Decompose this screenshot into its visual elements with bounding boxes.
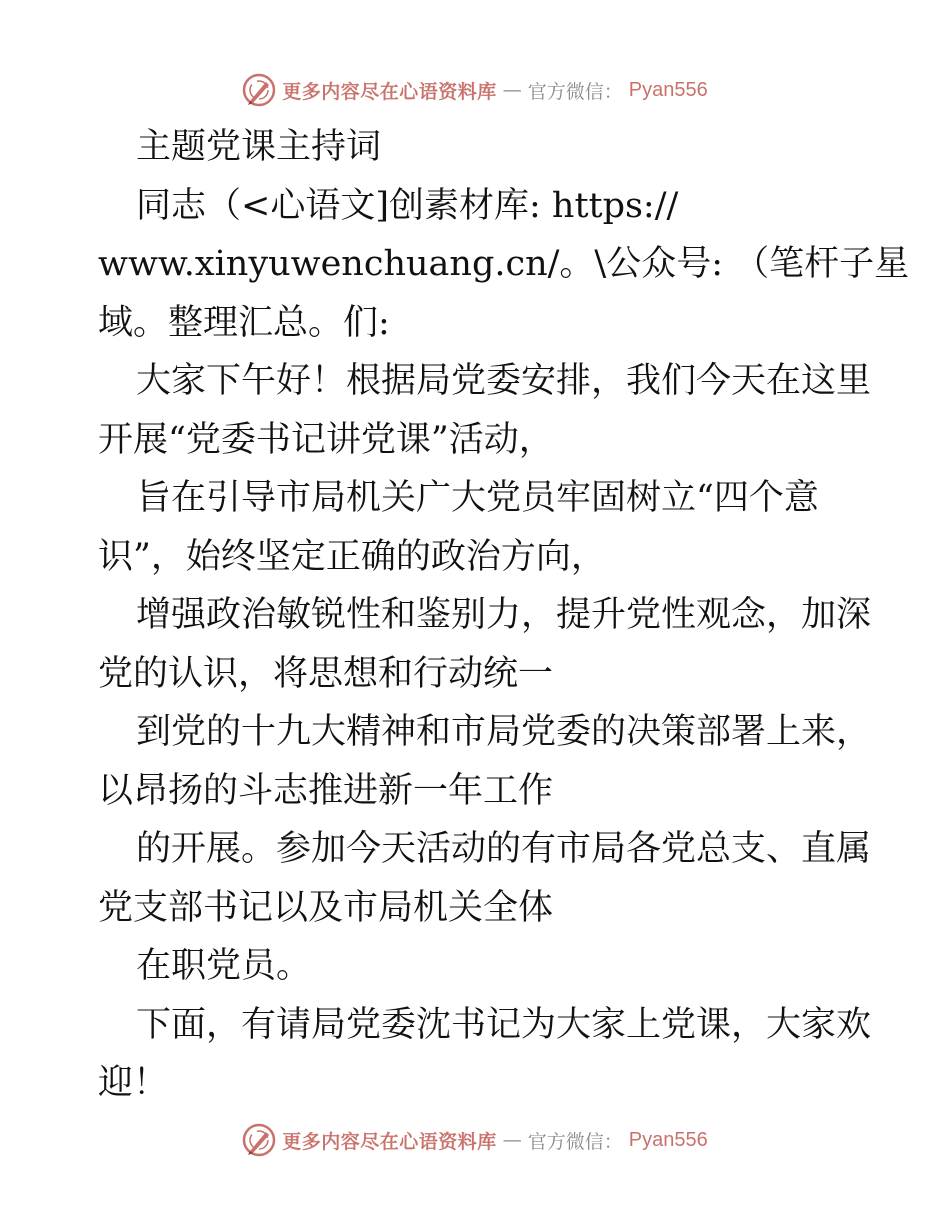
text-line: 下面，有请局党委沈书记为大家上党课，大家欢: [136, 1004, 872, 1045]
text-line: 同志（<心语文]创素材库: https://: [136, 185, 679, 226]
text-line: 以昂扬的斗志推进新一年工作: [98, 770, 554, 811]
text-line: 党支部书记以及市局机关全体: [98, 887, 554, 928]
watermark-account-id: Pyan556: [628, 78, 708, 101]
document-body: [98, 118, 910, 1113]
text-line: 的开展。参加今天活动的有市局各党总支、直属: [136, 829, 872, 869]
watermark-account-label: 官方微信：: [527, 80, 623, 103]
text-line: 在职党员。: [136, 946, 312, 986]
text-line: 旨在引导市局机关广大党员牢固树立“四个意: [136, 478, 819, 518]
text-line: 开展“党委书记讲党课”活动，: [98, 419, 554, 460]
watermark-text: 更多内容尽在心语资料库: [282, 80, 497, 103]
document-title: 主题党课主持词: [136, 127, 382, 167]
watermark-account-label: 官方微信：: [527, 1130, 623, 1153]
text-line: 域。整理汇总。们:: [98, 302, 390, 343]
pen-logo-icon: [242, 1123, 276, 1157]
watermark-separator: —: [502, 1129, 522, 1151]
header-watermark: [0, 70, 950, 110]
text-line: 迎！: [98, 1063, 169, 1103]
text-line: 党的认识，将思想和行动统一: [98, 653, 554, 694]
watermark-text: 更多内容尽在心语资料库: [282, 1130, 497, 1153]
text-line: 识”，始终坚定正确的政治方向，: [98, 536, 606, 577]
text-line: www.xinyuwenchuang.cn/。\公众号: （笔杆子星: [98, 244, 910, 284]
text-line: 大家下午好！根据局党委安排，我们今天在这里: [136, 361, 872, 401]
footer-watermark: [0, 1120, 950, 1160]
text-line: 到党的十九大精神和市局党委的决策部署上来，: [136, 712, 872, 752]
watermark-account-id: Pyan556: [628, 1128, 708, 1151]
text-line: 增强政治敏锐性和鉴别力，提升党性观念，加深: [136, 595, 872, 635]
pen-logo-icon: [242, 73, 276, 107]
watermark-separator: —: [502, 79, 522, 101]
